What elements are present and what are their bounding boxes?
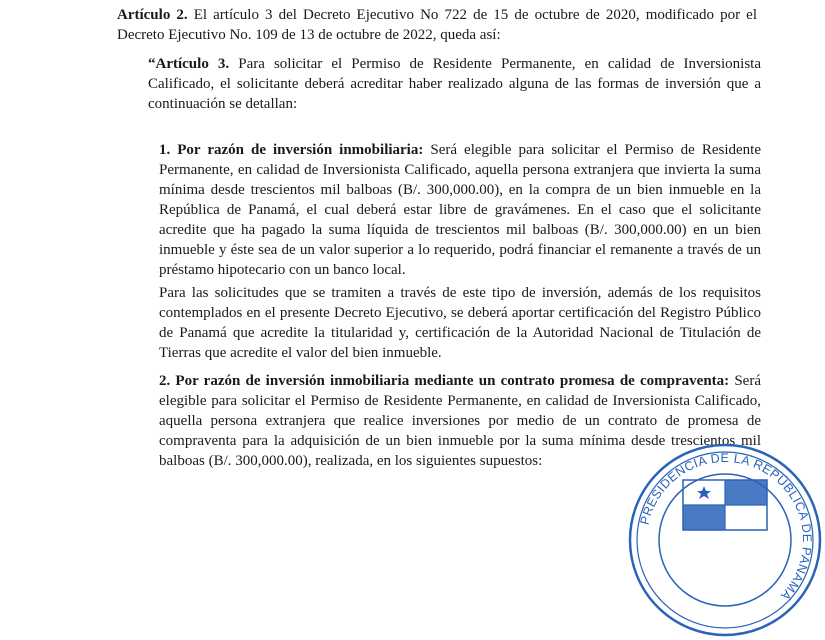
item-1-heading: 1. Por razón de inversión inmobiliaria: — [159, 142, 424, 158]
item-1-paragraph — [159, 140, 761, 280]
item-1-requirements-text: Para las solicitudes que se tramiten a través de este tipo de inversión, además de los requisitos contemplados en el presente Decreto Ejecutivo, se deberá aportar certificación del Registro Público de Panamá que acredite la titularidad y, certificación de la Autoridad Nacional de Titulación de Tierras que acredite el valor del bien inmueble. — [159, 285, 761, 361]
article-2-paragraph — [117, 5, 757, 45]
seal-text: PRESIDENCIA DE LA REPÚBLICA DE PANAMÁ — [637, 450, 815, 603]
article-3-text: Para solicitar el Permiso de Residente Permanente, en calidad de Inversionista Calificado, el solicitante deberá acreditar haber realizado alguna de las formas de inversión que a continuación se detallan: — [148, 56, 761, 112]
official-seal-icon — [625, 440, 825, 640]
item-1-text: Será elegible para solicitar el Permiso de Residente Permanente, en calidad de Inversionista Calificado, aquella persona extranjera que invierta la suma mínima desde trescientos mil balboas (B/. 300,000.00), en la compra de un bien inmueble en la República de Panamá, el cual deberá estar libre de gravámenes. En el caso que el solicitante acredite que ha pagado la suma líquida de trescientos mil balboas (B/. 300,000.00) en un bien inmueble y éste sea de un valor superior a lo requerido, podrá financiar el remanente a través de un préstamo hipotecario con un banco local. — [159, 142, 761, 278]
article-2-text: El artículo 3 del Decreto Ejecutivo No 722 de 15 de octubre de 2020, modificado por el Decreto Ejecutivo No. 109 de 13 de octubre de 2022, queda así: — [117, 7, 757, 43]
article-3-heading: “Artículo 3. — [148, 56, 230, 72]
item-2-heading: 2. Por razón de inversión inmobiliaria mediante un contrato promesa de compraventa: — [159, 373, 730, 389]
item-1-requirements-paragraph — [159, 283, 761, 363]
item-2-text: Será elegible para solicitar el Permiso de Residente Permanente, en calidad de Inversionista Calificado, aquella persona extranjera que realice inversiones por medio de un contrato de promesa de compraventa para la adquisición de un bien inmueble por la suma mínima desde trescientos mil balboas (B/. 300,000.00), realizada, en los siguientes supuestos: — [159, 373, 761, 469]
article-2-heading: Artículo 2. — [117, 7, 188, 23]
seal-flag-icon — [683, 480, 767, 530]
article-3-paragraph — [148, 54, 761, 114]
